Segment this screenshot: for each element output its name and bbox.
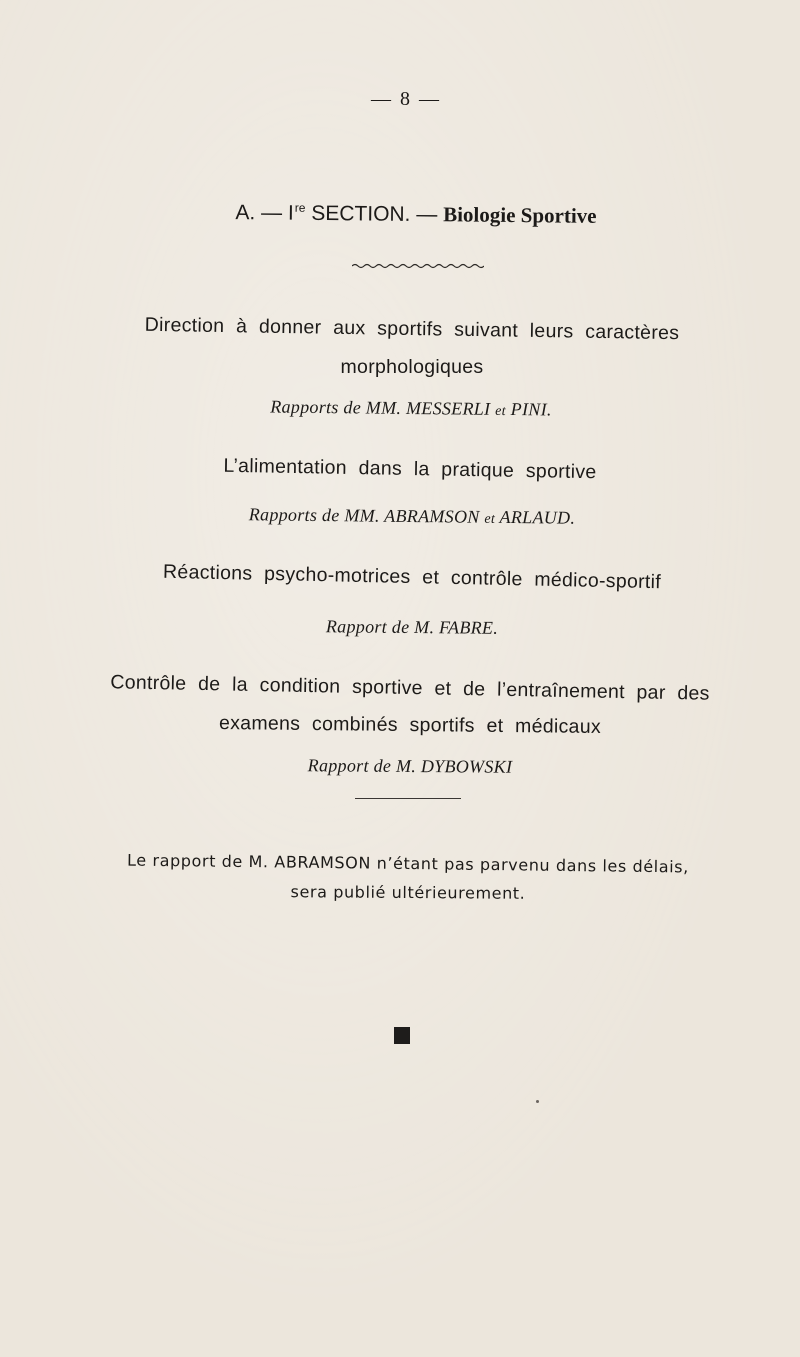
entry-1-report (11, 394, 800, 423)
heading-subject: Biologie Sportive (443, 202, 597, 228)
ink-speck (536, 1100, 539, 1103)
wavy-divider (352, 262, 484, 270)
entry-2-report (12, 502, 800, 531)
heading-section: SECTION. — (305, 201, 444, 227)
entry-2-report-lead: Rapports de MM. ABRAMSON (248, 504, 485, 527)
entry-2-report-tail: ARLAUD. (495, 506, 576, 528)
end-marker-square (394, 1027, 410, 1044)
section-heading (16, 198, 800, 231)
entry-1-title-line-1: Direction à donner aux sportifs suivant leurs caractères (144, 313, 680, 345)
entry-3-report: Rapport de M. FABRE. (325, 616, 499, 638)
horizontal-rule (355, 798, 461, 799)
entry-4-report: Rapport de M. DYBOWSKI (307, 755, 513, 777)
entry-4-title-line-1: Contrôle de la condition sportive et de l’entraînement par des (110, 671, 710, 705)
entry-2-title: L’alimentation dans la pratique sportive (223, 454, 597, 484)
entry-4-title-line-2: examens combinés sportifs et médicaux (218, 712, 602, 738)
entry-1-title-line-2: morphologiques (340, 356, 484, 378)
note-line-2: sera publié ultérieurement. (290, 882, 526, 903)
page-number: — 8 — (371, 88, 441, 110)
entry-3-title: Réactions psycho-motrices et contrôle médico-sportif (162, 560, 662, 594)
entry-1-report-lead: Rapports de MM. MESSERLI (270, 396, 496, 419)
entry-2-report-conj: et (484, 511, 496, 527)
heading-superscript: re (294, 200, 306, 215)
heading-prefix: A. — I (235, 201, 294, 225)
note-line-1: Le rapport de M. ABRAMSON n’étant pas parvenu dans les délais, (126, 850, 689, 877)
entry-1-report-tail: PINI. (505, 398, 552, 420)
entry-1-report-conj: et (495, 403, 506, 419)
